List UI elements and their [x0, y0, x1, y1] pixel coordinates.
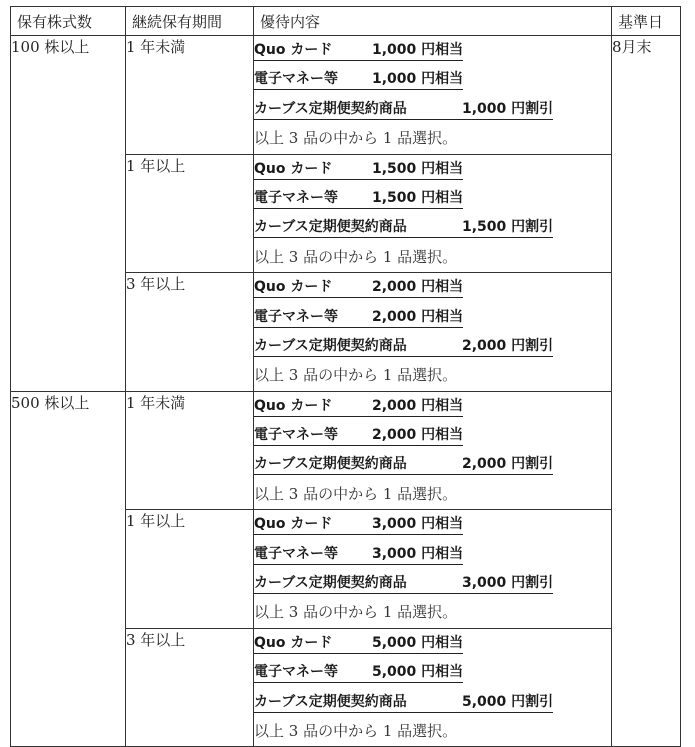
benefit-name: Quo カード	[254, 279, 333, 296]
shares-cell: 500 株以上	[11, 391, 126, 747]
period-cell: 1 年以上	[126, 154, 254, 273]
benefit-name: 電子マネー等	[254, 308, 338, 325]
benefit-name: 電子マネー等	[254, 189, 338, 206]
period-cell: 3 年以上	[126, 273, 254, 392]
benefit-amount: 2,000 円割引	[462, 456, 554, 473]
benefit-amount: 1,500 円相当	[372, 160, 464, 177]
benefit-curves-product	[254, 95, 611, 124]
selection-note: 以上 3 品の中から 1 品選択。	[254, 603, 458, 622]
benefit-name: Quo カード	[254, 634, 333, 651]
benefit-curves-product	[254, 332, 611, 361]
benefit-amount: 1,000 円相当	[372, 42, 464, 58]
benefit-amount: 2,000 円割引	[462, 337, 554, 354]
header-basis-date: 基準日	[612, 7, 681, 36]
benefit-curves-product	[254, 569, 611, 598]
selection-note: 以上 3 品の中から 1 品選択。	[254, 721, 458, 740]
benefit-amount: 1,500 円割引	[462, 219, 554, 236]
selection-note: 以上 3 品の中から 1 品選択。	[254, 129, 458, 148]
header-period: 継続保有期間	[126, 7, 254, 36]
benefit-e-money	[254, 658, 611, 687]
shares-cell: 100 株以上	[11, 36, 126, 392]
benefit-name: Quo カード	[254, 397, 333, 414]
selection-note: 以上 3 品の中から 1 品選択。	[254, 366, 458, 385]
content-cell	[254, 154, 612, 273]
benefit-amount: 2,000 円相当	[372, 308, 464, 325]
shareholder-benefits-table	[10, 6, 681, 747]
benefit-name: カーブス定期便契約商品	[254, 219, 407, 236]
table-body	[11, 36, 681, 747]
benefit-amount: 1,000 円割引	[462, 100, 554, 117]
benefit-e-money	[254, 421, 611, 450]
benefit-quo-card	[254, 155, 611, 184]
benefit-e-money	[254, 303, 611, 332]
period-cell: 1 年以上	[126, 510, 254, 629]
benefit-name: 電子マネー等	[254, 664, 338, 681]
period-cell: 1 年未満	[126, 391, 254, 510]
benefit-name: カーブス定期便契約商品	[254, 575, 407, 592]
benefit-amount: 2,000 円相当	[372, 427, 464, 444]
benefit-amount: 5,000 円割引	[462, 693, 554, 710]
benefit-name: 電子マネー等	[254, 545, 338, 562]
period-cell: 1 年未満	[126, 36, 254, 155]
benefit-name: Quo カード	[254, 160, 333, 177]
content-cell	[254, 628, 612, 747]
selection-note: 以上 3 品の中から 1 品選択。	[254, 247, 458, 266]
content-cell	[254, 510, 612, 629]
benefit-quo-card	[254, 273, 611, 302]
period-cell: 3 年以上	[126, 628, 254, 747]
benefit-quo-card	[254, 36, 611, 65]
header-shares: 保有株式数	[11, 7, 126, 36]
benefit-name: カーブス定期便契約商品	[254, 100, 407, 117]
benefit-amount: 5,000 円相当	[372, 634, 464, 651]
benefit-quo-card	[254, 629, 611, 658]
benefit-row	[11, 391, 681, 510]
basis-date-cell: 8月末	[612, 36, 681, 747]
benefit-amount: 5,000 円相当	[372, 664, 464, 681]
content-cell	[254, 36, 612, 155]
benefit-name: Quo カード	[254, 516, 333, 533]
content-cell	[254, 273, 612, 392]
benefit-curves-product	[254, 688, 611, 717]
benefit-amount: 2,000 円相当	[372, 397, 464, 414]
benefit-curves-product	[254, 213, 611, 242]
benefit-amount: 3,000 円相当	[372, 545, 464, 562]
benefit-name: Quo カード	[254, 42, 333, 58]
benefit-e-money	[254, 184, 611, 213]
header-content: 優待内容	[254, 7, 612, 36]
benefit-name: カーブス定期便契約商品	[254, 337, 407, 354]
benefit-amount: 3,000 円割引	[462, 575, 554, 592]
benefit-name: 電子マネー等	[254, 427, 338, 444]
benefit-row	[11, 36, 681, 155]
benefit-curves-product	[254, 450, 611, 479]
benefit-amount: 1,000 円相当	[372, 71, 464, 88]
header-row	[11, 7, 681, 36]
benefit-e-money	[254, 540, 611, 569]
benefit-amount: 3,000 円相当	[372, 516, 464, 533]
benefit-amount: 1,500 円相当	[372, 189, 464, 206]
benefit-name: カーブス定期便契約商品	[254, 693, 407, 710]
content-cell	[254, 391, 612, 510]
selection-note: 以上 3 品の中から 1 品選択。	[254, 484, 458, 503]
benefit-name: カーブス定期便契約商品	[254, 456, 407, 473]
benefit-quo-card	[254, 510, 611, 539]
benefit-e-money	[254, 65, 611, 94]
benefit-quo-card	[254, 392, 611, 421]
benefit-name: 電子マネー等	[254, 71, 338, 88]
benefit-amount: 2,000 円相当	[372, 279, 464, 296]
